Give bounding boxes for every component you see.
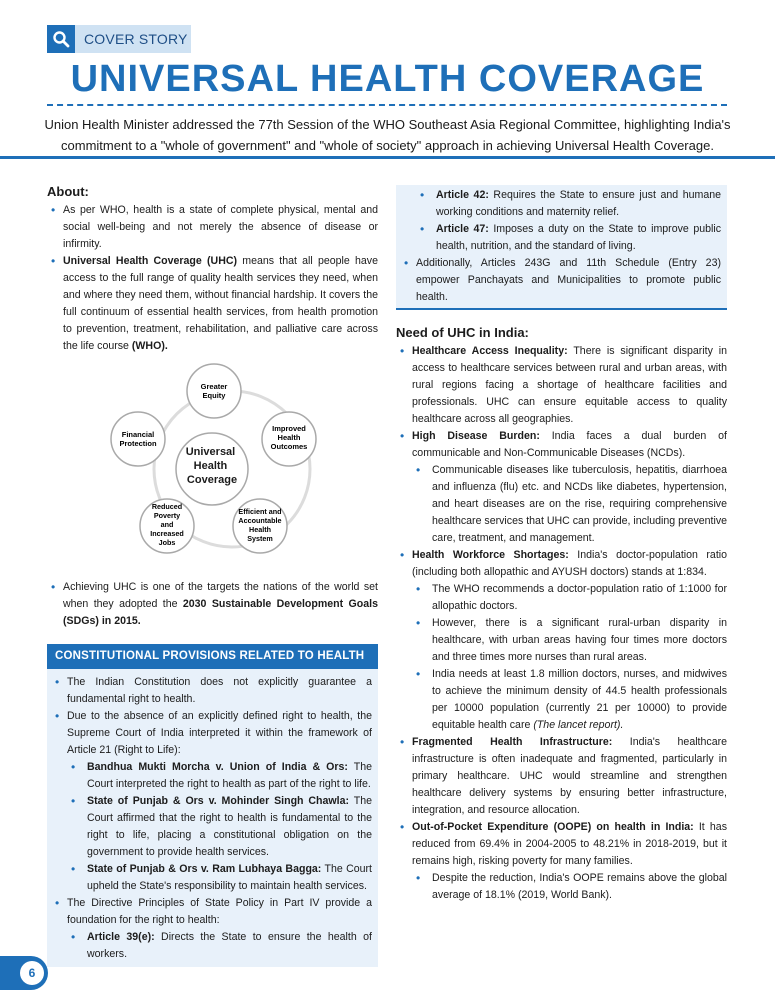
svg-text:GreaterEquity: Greater Equity	[200, 382, 228, 400]
page-subtitle: Union Health Minister addressed the 77th Session of the WHO Southeast Asia Regional Committee, highlighting India's commitment to a "whole of government" and "whole of society" approach in achieving Universal Health Coverage.	[44, 117, 731, 153]
list-item: • The WHO recommends a doctor-population ratio of 1:1000 for allopathic doctors.	[396, 581, 727, 615]
list-item: • Additionally, Articles 243G and 11th Schedule (Entry 23) empower Panchayats and Municipalities to promote public health.	[400, 255, 721, 306]
need-heading: Need of UHC in India:	[396, 325, 529, 340]
header-bar	[0, 156, 775, 159]
list-item: • Article 47: Imposes a duty on the State to improve public health, nutrition, and the standard of living.	[400, 221, 721, 255]
list-item: • Article 39(e): Directs the State to ensure the health of workers.	[51, 929, 372, 963]
list-item: • High Disease Burden: India faces a dual burden of communicable and Non-Communicable Diseases (NCDs).	[396, 428, 727, 462]
list-item: • Communicable diseases like tuberculosis, hepatitis, diarrhoea and influenza (flu) etc. and NCDs like diabetes, hypertension, and heart diseases are on the rise, requiring comprehensive healthcare services that UHC can provide, including preventive care, treatment, and management.	[396, 462, 727, 547]
list-item: • Out-of-Pocket Expenditure (OOPE) on health in India: It has reduced from 69.4% in 2004-2005 to 48.21% in 2018-2019, but it remains high, risking poverty for many families.	[396, 819, 727, 870]
node-financial-protection	[111, 412, 165, 466]
section-tag	[47, 25, 191, 53]
list-item: • State of Punjab & Ors v. Ram Lubhaya Bagga: The Court upheld the State's responsibility to maintain health services.	[51, 861, 372, 895]
list-item: • Universal Health Coverage (UHC) means that all people have access to the full range of quality health services they need, when and where they need them, without financial hardship. It covers the full continuum of essential health services, from health promotion to prevention, treatment, rehabilitation, and palliative care across the life course (WHO).	[47, 253, 378, 355]
left-column	[47, 183, 378, 967]
right-column	[396, 324, 727, 904]
list-item: • Due to the absence of an explicitly defined right to health, the Supreme Court of India interpreted it within the framework of Article 21 (Right to Life):	[51, 708, 372, 759]
page-title: UNIVERSAL HEALTH COVERAGE	[70, 58, 705, 100]
list-item: • Bandhua Mukti Morcha v. Union of India & Ors: The Court interpreted the right to health as part of the right to life.	[51, 759, 372, 793]
list-item: • The Directive Principles of State Policy in Part IV provide a foundation for the right to health:	[51, 895, 372, 929]
list-item: • Healthcare Access Inequality: There is significant disparity in access to healthcare services between rural and urban areas, with rural regions facing a shortage of healthcare facilities and professionals. UHC can ensure equitable access to quality healthcare across all geographies.	[396, 343, 727, 428]
constitution-box	[47, 644, 378, 967]
list-item: • State of Punjab & Ors v. Mohinder Singh Chawla: The Court affirmed that the right to health is fundamental to the right to life, placing a constitutional obligation on the government to provide health services.	[51, 793, 372, 861]
section-tag-label: COVER STORY	[84, 31, 188, 47]
list-item: • As per WHO, health is a state of complete physical, mental and social well-being and not merely the absence of disease or infirmity.	[47, 202, 378, 253]
uhc-diagram	[47, 361, 378, 573]
list-item: • Despite the reduction, India's OOPE remains above the global average of 18.1% (2019, World Bank).	[396, 870, 727, 904]
node-improved-outcomes	[262, 412, 316, 466]
diagram-center: Universal Health Coverage	[185, 446, 238, 486]
svg-text:ImprovedHealthOutcomes: Improved Health Outcomes	[270, 424, 308, 451]
list-item: • India needs at least 1.8 million doctors, nurses, and midwives to achieve the minimum density of 44.5 health professionals per 10000 population (currently 21 per 10000) to provide equitable health care (The lancet report).	[396, 666, 727, 734]
list-item: • Fragmented Health Infrastructure: India's healthcare infrastructure is often inadequate and fragmented, particularly in primary healthcare. UHC would streamline and strengthen healthcare delivery systems by ensuring better infrastructure, integration, and resource allocation.	[396, 734, 727, 819]
box-heading: CONSTITUTIONAL PROVISIONS RELATED TO HEALTH	[47, 644, 378, 669]
node-reduced-poverty	[140, 499, 194, 553]
about-heading: About:	[47, 184, 89, 199]
constitution-box-continued	[396, 185, 727, 310]
node-efficient-system	[233, 499, 287, 553]
title-divider	[47, 104, 727, 106]
list-item: • Article 42: Requires the State to ensure just and humane working conditions and maternity relief.	[400, 187, 721, 221]
box-bottom-rule	[396, 308, 727, 310]
node-greater-equity	[187, 364, 241, 418]
svg-text:FinancialProtection: Financial Protection	[119, 430, 157, 448]
svg-text:Efficient andAccountableHealth: Efficient and Accountable Health System	[238, 507, 282, 543]
list-item: • However, there is a significant rural-urban disparity in healthcare, with urban areas having four times more doctors and three times more nurses than rural areas.	[396, 615, 727, 666]
list-item: • Health Workforce Shortages: India's doctor-population ratio (including both allopathic and AYUSH doctors) stands at 1:834.	[396, 547, 727, 581]
list-item: • The Indian Constitution does not explicitly guarantee a fundamental right to health.	[51, 674, 372, 708]
search-icon	[47, 25, 75, 53]
page-number-tab	[0, 956, 48, 990]
page-number: 6	[20, 961, 44, 985]
list-item: • Achieving UHC is one of the targets the nations of the world set when they adopted the 2030 Sustainable Development Goals (SDGs) in 2015.	[47, 579, 378, 630]
svg-text:ReducedPovertyandIncreasedJobs: Reduced Poverty and Increased Jobs	[150, 502, 184, 547]
